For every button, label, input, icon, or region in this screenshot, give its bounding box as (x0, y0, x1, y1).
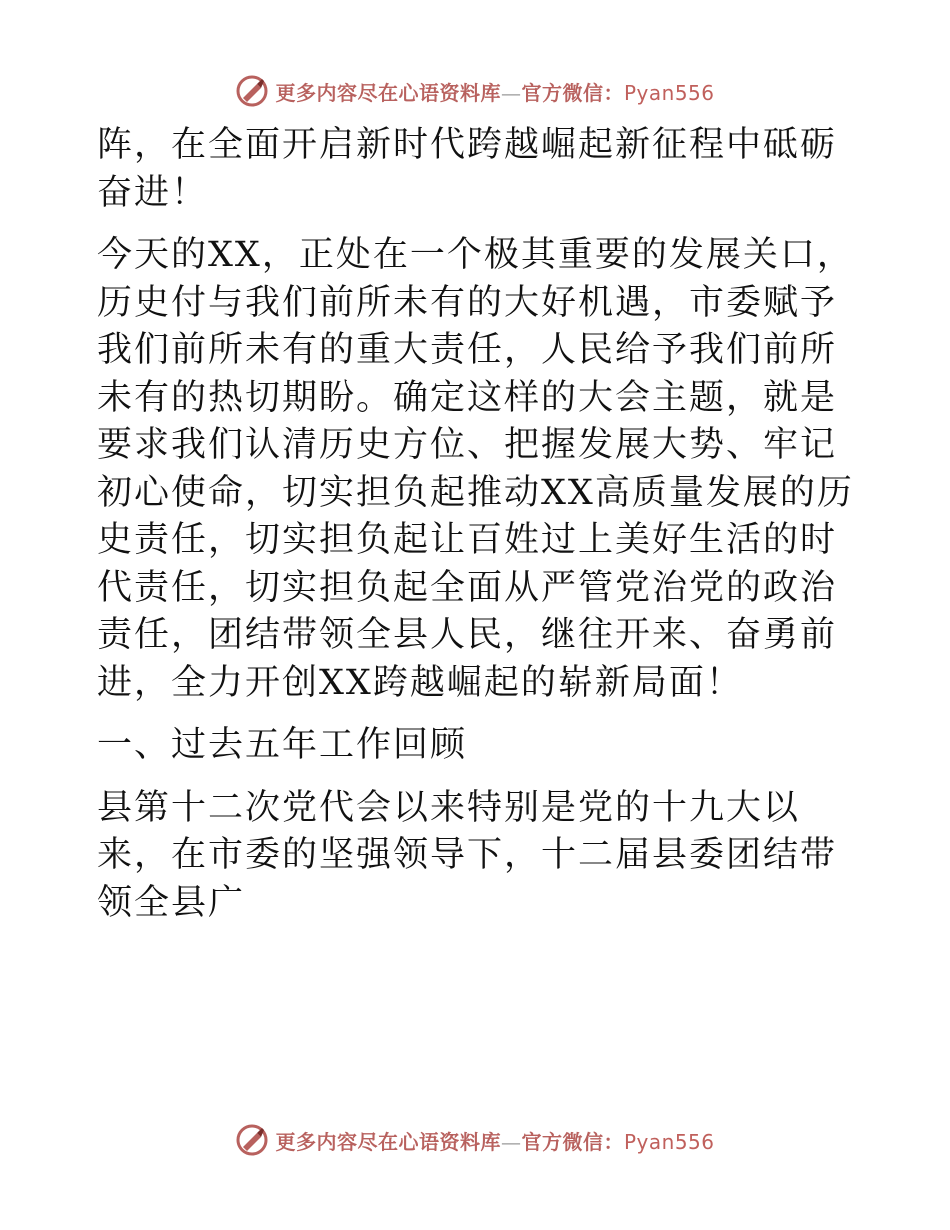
pen-nib-circle-icon (235, 1123, 269, 1157)
paragraph-theme: 今天的XX，正处在一个极其重要的发展关口，历史付与我们前所未有的大好机遇，市委赋予我们前所未有的重大责任，人民给予我们前所未有的热切期盼。确定这样的大会主题，就是要求我们认清历史方位、把握发展大势、牢记初心使命，切实担负起推动XX高质量发展的历史责任，切实担负起让百姓过上美好生活的时代责任，切实担负起全面从严管党治党的政治责任，团结带领全县人民，继往开来、奋勇前进，全力开创XX跨越崛起的崭新局面！ (97, 235, 854, 703)
watermark-brand: 更多内容尽在心语资料库 (275, 80, 501, 105)
paragraph-continuation: 阵，在全面开启新时代跨越崛起新征程中砥砺奋进！ (97, 125, 838, 213)
watermark-brand: 更多内容尽在心语资料库 (275, 1129, 501, 1154)
footer-watermark (0, 1120, 950, 1160)
watermark-account: Pyan556 (623, 80, 715, 105)
paragraph-review: 县第十二次党代会以来特别是党的十九大以来，在市委的坚强领导下，十二届县委团结带领全县广 (97, 787, 838, 923)
watermark-text (275, 77, 714, 106)
watermark-separator: — (500, 1129, 522, 1154)
watermark-text (275, 1126, 714, 1155)
section-heading: 一、过去五年工作回顾 (97, 725, 468, 765)
watermark-label: 官方微信： (521, 80, 624, 105)
watermark-label: 官方微信： (521, 1129, 624, 1154)
watermark-account: Pyan556 (623, 1129, 715, 1154)
header-watermark (0, 71, 950, 111)
pen-nib-circle-icon (235, 74, 269, 108)
document-body (97, 122, 857, 927)
watermark-separator: — (500, 80, 522, 105)
